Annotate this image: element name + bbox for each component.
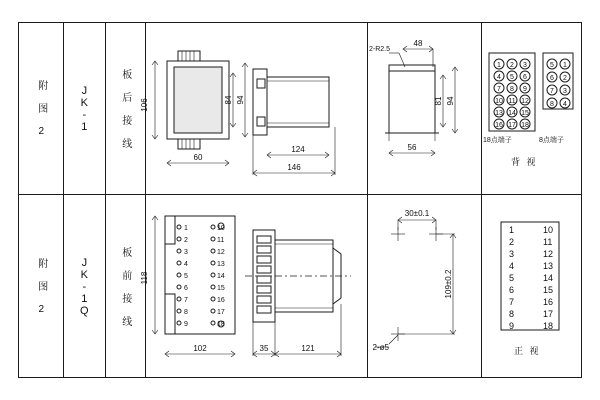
row1-ref-label: 附 图 2 (35, 79, 47, 138)
svg-text:5: 5 (509, 273, 515, 283)
terminal-layout-18-8 (481, 23, 581, 194)
svg-text:9: 9 (509, 321, 515, 331)
svg-text:2-R2.5: 2-R2.5 (369, 46, 391, 53)
svg-text:5: 5 (510, 74, 514, 81)
svg-text:8: 8 (509, 309, 515, 319)
row1-cutout-view (367, 23, 481, 194)
svg-text:10: 10 (217, 225, 225, 232)
svg-text:2: 2 (509, 237, 515, 247)
svg-text:48: 48 (413, 39, 423, 48)
jk1-outline-drawing (140, 23, 367, 194)
svg-text:4: 4 (509, 261, 515, 271)
row1-mount-label: 板 后 接 线 (119, 68, 131, 149)
row2-terminal-table-view (481, 194, 581, 379)
svg-text:146: 146 (287, 163, 301, 172)
svg-text:4: 4 (497, 74, 501, 81)
svg-text:3: 3 (563, 88, 567, 95)
row2-view-caption: 正 视 (514, 346, 541, 356)
svg-text:6: 6 (509, 285, 515, 295)
row1-terminal-view (481, 23, 581, 194)
svg-text:1: 1 (497, 62, 501, 69)
svg-text:13: 13 (217, 261, 225, 268)
svg-text:15: 15 (217, 285, 225, 292)
svg-text:13: 13 (543, 261, 554, 271)
svg-text:94: 94 (236, 95, 245, 105)
svg-text:7: 7 (184, 297, 188, 304)
table-grid (18, 22, 582, 378)
svg-text:3: 3 (184, 249, 188, 256)
svg-text:9: 9 (184, 321, 188, 328)
svg-text:7: 7 (550, 88, 554, 95)
svg-text:9: 9 (523, 86, 527, 93)
svg-text:106: 106 (140, 98, 149, 112)
svg-text:1: 1 (563, 62, 567, 69)
svg-text:7: 7 (509, 297, 515, 307)
svg-text:12: 12 (543, 249, 554, 259)
svg-text:109±0.2: 109±0.2 (444, 269, 453, 299)
svg-text:11: 11 (543, 237, 553, 247)
svg-text:16: 16 (217, 297, 225, 304)
svg-text:16: 16 (543, 297, 554, 307)
svg-text:5: 5 (184, 273, 188, 280)
svg-text:14: 14 (217, 273, 225, 280)
svg-text:60: 60 (193, 153, 203, 162)
svg-text:2: 2 (184, 237, 188, 244)
svg-text:12: 12 (521, 98, 529, 105)
row2-mount-label: 板 前 接 线 (119, 246, 131, 327)
row1-model-cell (63, 23, 105, 194)
svg-text:5: 5 (550, 62, 554, 69)
svg-text:6: 6 (184, 285, 188, 292)
row2-mount-cell (105, 194, 145, 379)
svg-text:56: 56 (407, 143, 417, 152)
svg-text:84: 84 (224, 95, 233, 105)
terminal-8-caption: 8点端子 (539, 137, 564, 144)
svg-text:3: 3 (509, 249, 515, 259)
svg-text:2: 2 (563, 75, 567, 82)
mounting-hole-drawing (367, 194, 481, 379)
row2-ref-cell (19, 194, 63, 379)
svg-text:17: 17 (217, 309, 225, 316)
svg-text:18: 18 (217, 321, 225, 328)
svg-text:17: 17 (543, 309, 554, 319)
svg-text:13: 13 (495, 110, 503, 117)
row2-front-views (140, 194, 367, 379)
svg-text:121: 121 (301, 344, 315, 353)
svg-text:118: 118 (140, 271, 149, 285)
svg-text:30±0.1: 30±0.1 (404, 209, 430, 218)
row1-mount-cell (105, 23, 145, 194)
svg-text:4: 4 (563, 101, 567, 108)
svg-text:6: 6 (550, 75, 554, 82)
svg-text:15: 15 (521, 110, 529, 117)
svg-text:14: 14 (543, 273, 554, 283)
svg-text:14: 14 (508, 110, 516, 117)
row2-model-cell (63, 194, 105, 379)
svg-text:1: 1 (184, 225, 188, 232)
svg-text:3: 3 (523, 62, 527, 69)
row2-model-label: JK-1Q (78, 256, 91, 317)
svg-text:16: 16 (495, 122, 503, 129)
row1-ref-cell (19, 23, 63, 194)
svg-text:35: 35 (259, 344, 269, 353)
svg-text:2: 2 (510, 62, 514, 69)
svg-text:2-ø5: 2-ø5 (372, 343, 389, 352)
svg-text:18: 18 (521, 122, 529, 129)
svg-text:10: 10 (495, 98, 503, 105)
jk1-cutout-drawing (367, 23, 481, 194)
row1-model-label: JK-1 (78, 84, 91, 133)
row2-hole-pattern (367, 194, 481, 379)
row1-view-caption: 背 视 (511, 157, 538, 167)
svg-text:6: 6 (523, 74, 527, 81)
svg-text:1: 1 (509, 225, 515, 235)
svg-text:17: 17 (508, 122, 516, 129)
svg-text:15: 15 (543, 285, 554, 295)
svg-text:18: 18 (543, 321, 554, 331)
svg-text:11: 11 (217, 237, 225, 244)
row2-ref-label: 附 图 2 (35, 257, 47, 316)
svg-text:4: 4 (184, 261, 188, 268)
svg-text:102: 102 (193, 344, 207, 353)
svg-text:7: 7 (497, 86, 501, 93)
svg-text:11: 11 (508, 98, 516, 105)
svg-text:94: 94 (446, 96, 455, 106)
svg-text:8: 8 (510, 86, 514, 93)
row1-front-views (140, 23, 367, 194)
svg-text:8: 8 (550, 101, 554, 108)
jk1q-outline-drawing (140, 194, 367, 379)
svg-text:12: 12 (217, 249, 225, 256)
svg-text:124: 124 (291, 145, 305, 154)
terminal-18-caption: 18点端子 (483, 137, 512, 144)
svg-text:81: 81 (434, 96, 443, 106)
svg-text:8: 8 (184, 309, 188, 316)
svg-text:10: 10 (543, 225, 554, 235)
